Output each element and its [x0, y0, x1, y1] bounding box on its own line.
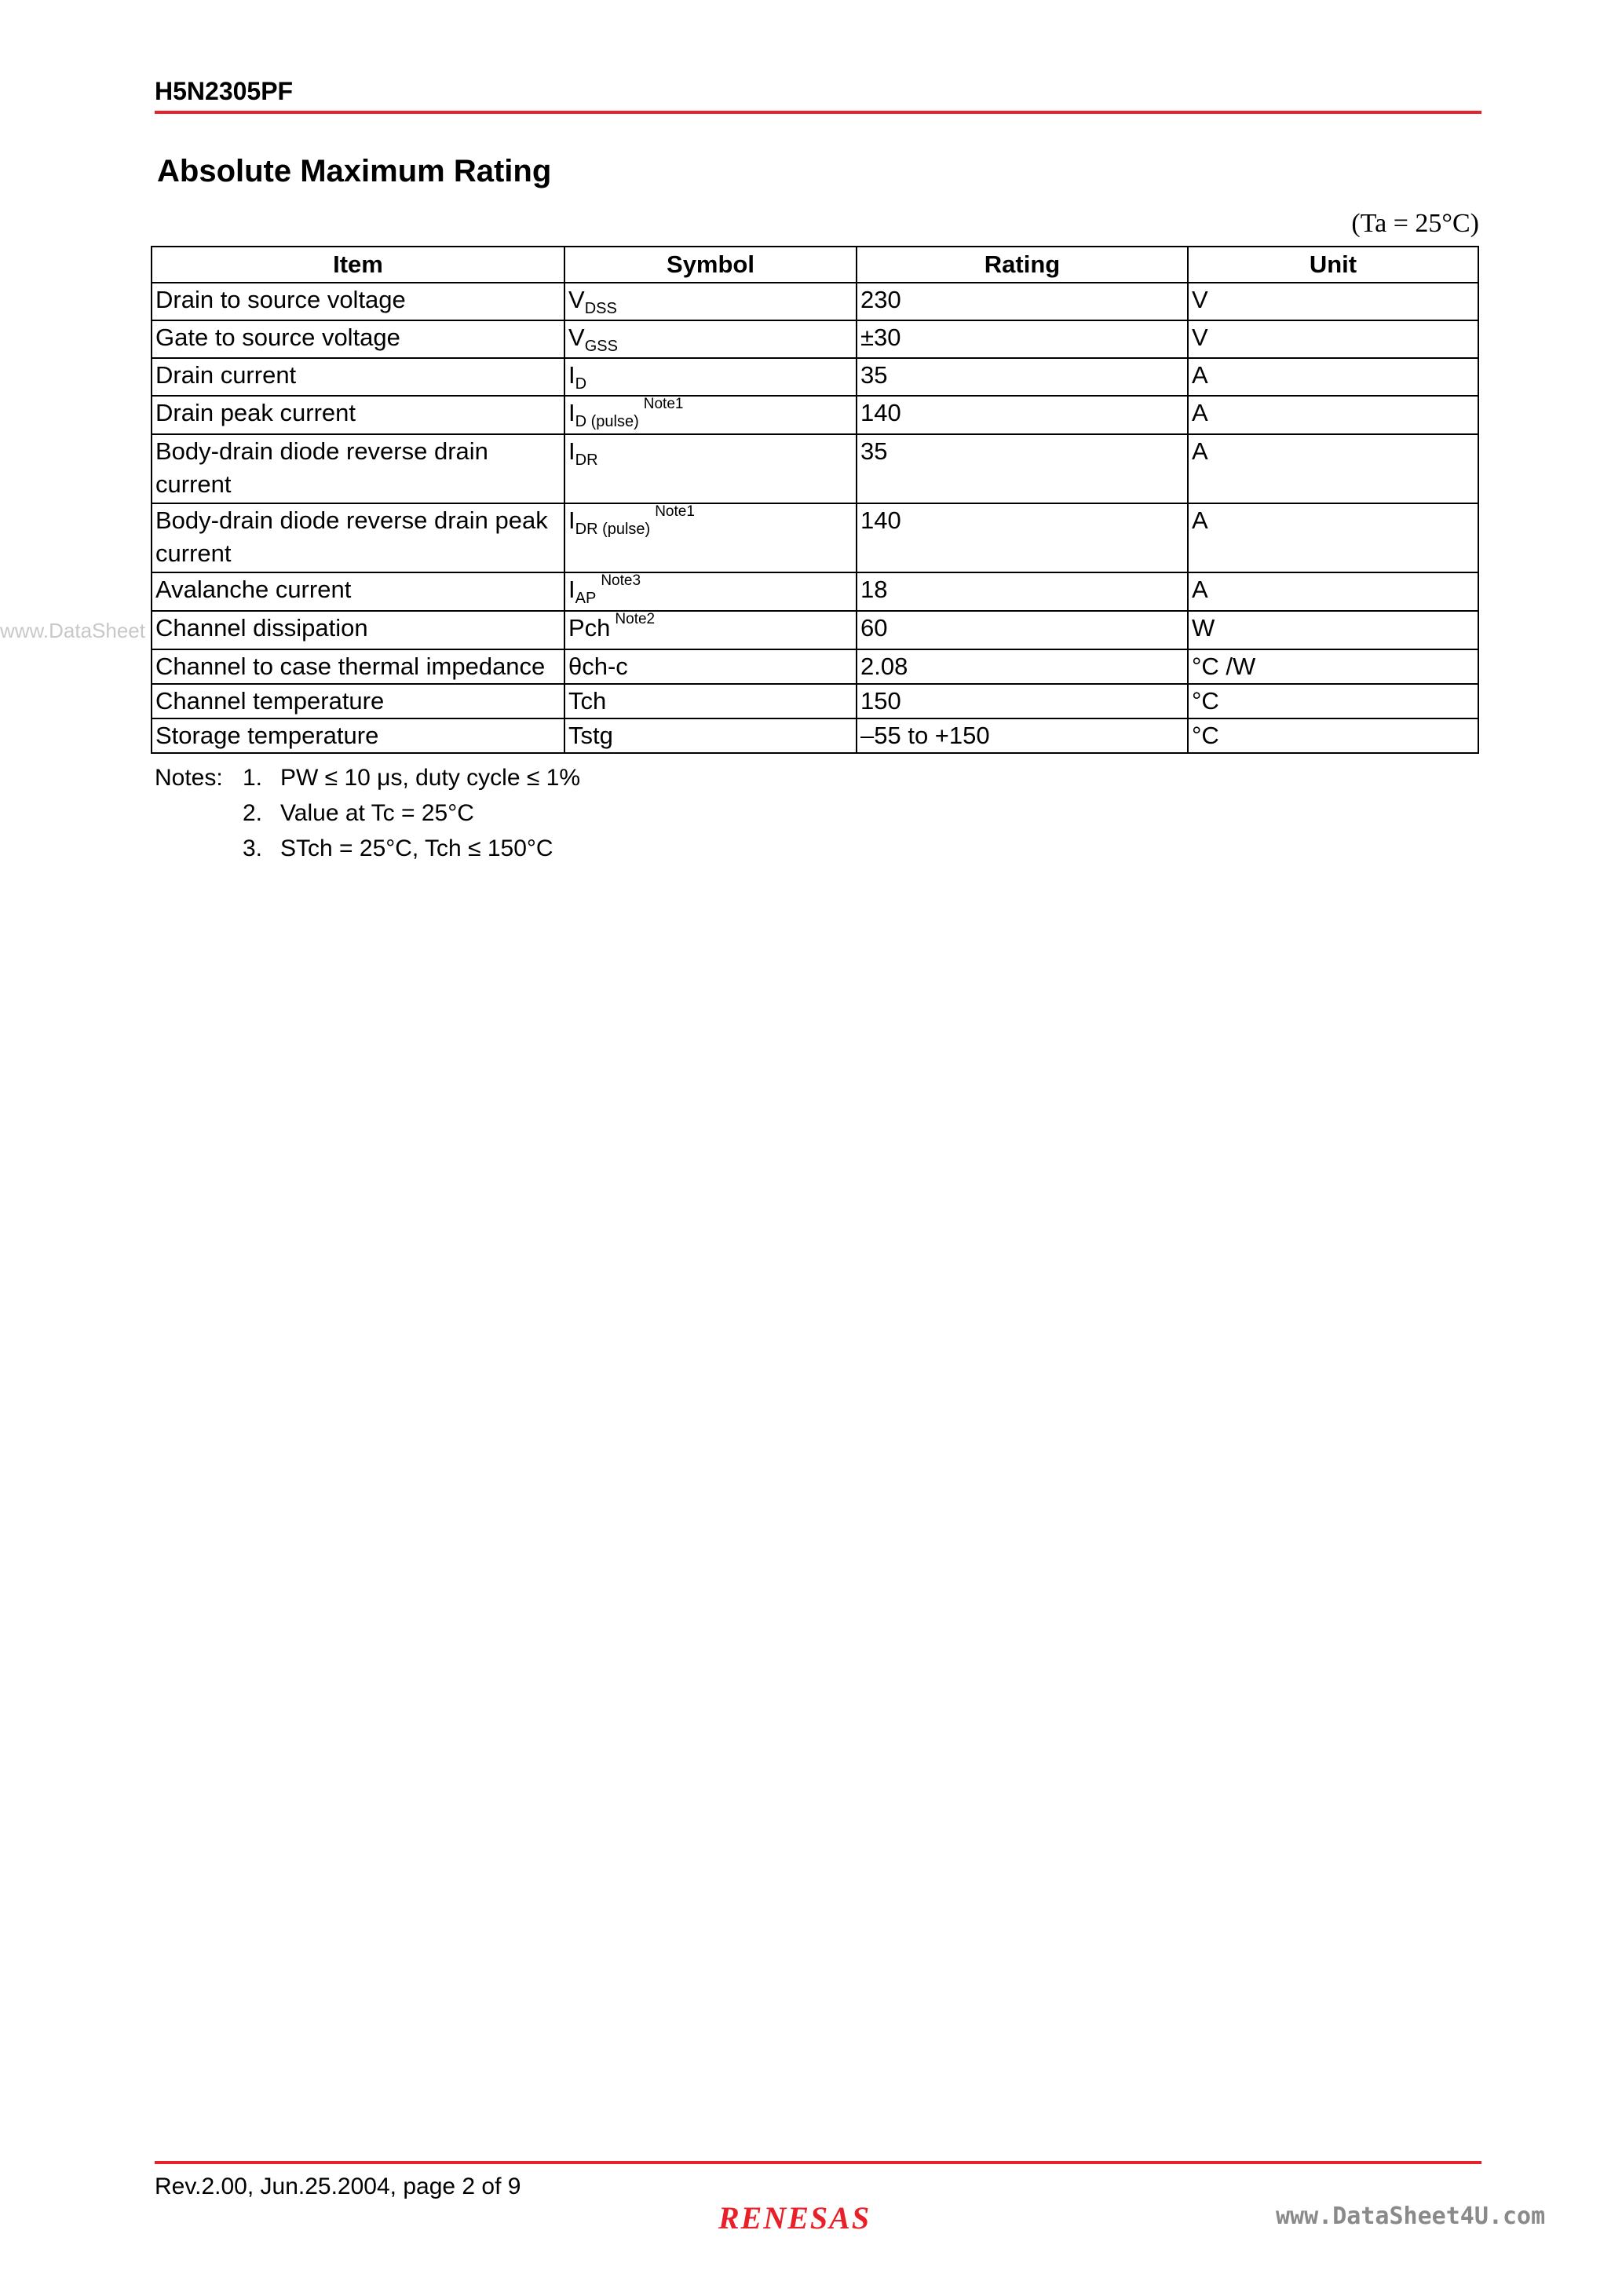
unit-cell: W — [1188, 611, 1478, 649]
symbol-subscript: GSS — [584, 338, 618, 355]
symbol-text: I — [568, 361, 575, 389]
absolute-maximum-rating-table — [151, 246, 1479, 754]
rating-cell: ±30 — [857, 320, 1188, 358]
revision-info: Rev.2.00, Jun.25.2004, page 2 of 9 — [155, 2174, 521, 2199]
symbol-text: Pch — [568, 614, 611, 642]
symbol-subscript: AP — [575, 590, 597, 607]
symbol-text: I — [568, 399, 575, 426]
symbol-subscript: D — [575, 375, 587, 393]
symbol-cell — [564, 320, 857, 358]
note-reference: Note3 — [601, 572, 641, 589]
part-number: H5N2305PF — [155, 77, 294, 105]
note-item — [155, 831, 580, 866]
note-text: Value at Tc = 25°C — [280, 800, 474, 826]
symbol-text: Tstg — [568, 722, 613, 749]
note-number: 1. — [243, 765, 263, 791]
unit-cell: A — [1188, 572, 1478, 611]
rating-cell: 150 — [857, 684, 1188, 718]
rating-cell: 18 — [857, 572, 1188, 611]
unit-cell: A — [1188, 358, 1478, 396]
symbol-cell — [564, 718, 857, 753]
note-number: 3. — [243, 835, 263, 861]
item-cell: Body-drain diode reverse drain peak current — [152, 503, 564, 572]
item-cell: Drain peak current — [152, 396, 564, 434]
rating-cell: 2.08 — [857, 649, 1188, 684]
unit-cell: V — [1188, 320, 1478, 358]
unit-cell: A — [1188, 434, 1478, 503]
symbol-cell — [564, 434, 857, 503]
header-rule — [155, 111, 1481, 114]
ambient-condition: (Ta = 25°C) — [1351, 209, 1479, 238]
symbol-cell — [564, 396, 857, 434]
symbol-text: I — [568, 576, 575, 603]
note-number: 2. — [243, 800, 263, 826]
rating-cell: 140 — [857, 396, 1188, 434]
notes-section — [155, 760, 580, 866]
watermark-left: www.DataSheet — [0, 619, 145, 642]
rating-cell: 230 — [857, 283, 1188, 320]
renesas-logo: RENESAS — [718, 2200, 871, 2236]
table-row — [152, 320, 1478, 358]
note-text: STch = 25°C, Tch ≤ 150°C — [280, 835, 553, 861]
footer-rule — [155, 2161, 1481, 2164]
symbol-cell — [564, 572, 857, 611]
footer-watermark[interactable]: www.DataSheet4U.com — [1276, 2203, 1546, 2230]
symbol-text: I — [568, 437, 575, 465]
table-row — [152, 611, 1478, 649]
unit-cell: °C — [1188, 684, 1478, 718]
column-header-item: Item — [152, 247, 564, 283]
item-cell: Drain to source voltage — [152, 283, 564, 320]
symbol-cell — [564, 358, 857, 396]
rating-cell: 35 — [857, 434, 1188, 503]
table-row — [152, 503, 1478, 572]
item-cell: Storage temperature — [152, 718, 564, 753]
symbol-subscript: DR — [575, 452, 598, 469]
rating-cell: 60 — [857, 611, 1188, 649]
item-cell: Channel dissipation — [152, 611, 564, 649]
symbol-cell — [564, 649, 857, 684]
table-row — [152, 572, 1478, 611]
column-header-rating: Rating — [857, 247, 1188, 283]
table-row — [152, 684, 1478, 718]
column-header-symbol: Symbol — [564, 247, 857, 283]
note-text: PW ≤ 10 μs, duty cycle ≤ 1% — [280, 765, 581, 791]
item-cell: Avalanche current — [152, 572, 564, 611]
unit-cell: °C /W — [1188, 649, 1478, 684]
note-item — [155, 760, 580, 795]
symbol-text: V — [568, 324, 585, 351]
table-row — [152, 434, 1478, 503]
item-cell: Drain current — [152, 358, 564, 396]
note-reference: Note1 — [655, 503, 695, 520]
symbol-text: V — [568, 286, 585, 313]
table-row — [152, 396, 1478, 434]
rating-cell: 35 — [857, 358, 1188, 396]
unit-cell: V — [1188, 283, 1478, 320]
notes-label: Notes: — [155, 765, 223, 791]
unit-cell: °C — [1188, 718, 1478, 753]
unit-cell: A — [1188, 396, 1478, 434]
item-cell: Channel to case thermal impedance — [152, 649, 564, 684]
table-row — [152, 649, 1478, 684]
symbol-subscript: DR (pulse) — [575, 521, 651, 538]
symbol-subscript: DSS — [584, 300, 617, 317]
table-row — [152, 283, 1478, 320]
rating-cell: 140 — [857, 503, 1188, 572]
column-header-unit: Unit — [1188, 247, 1478, 283]
item-cell: Body-drain diode reverse drain current — [152, 434, 564, 503]
symbol-cell — [564, 283, 857, 320]
table-header-row — [152, 247, 1478, 283]
item-cell: Channel temperature — [152, 684, 564, 718]
note-item — [155, 795, 580, 831]
rating-cell: –55 to +150 — [857, 718, 1188, 753]
note-reference: Note2 — [615, 611, 656, 627]
symbol-text: θch-c — [568, 653, 628, 680]
symbol-cell — [564, 503, 857, 572]
note-reference: Note1 — [643, 396, 684, 412]
unit-cell: A — [1188, 503, 1478, 572]
symbol-cell — [564, 684, 857, 718]
symbol-subscript: D (pulse) — [575, 413, 639, 430]
symbol-text: I — [568, 506, 575, 534]
table-row — [152, 358, 1478, 396]
symbol-text: Tch — [568, 687, 607, 715]
table-row — [152, 718, 1478, 753]
item-cell: Gate to source voltage — [152, 320, 564, 358]
symbol-cell — [564, 611, 857, 649]
section-title: Absolute Maximum Rating — [157, 154, 552, 188]
